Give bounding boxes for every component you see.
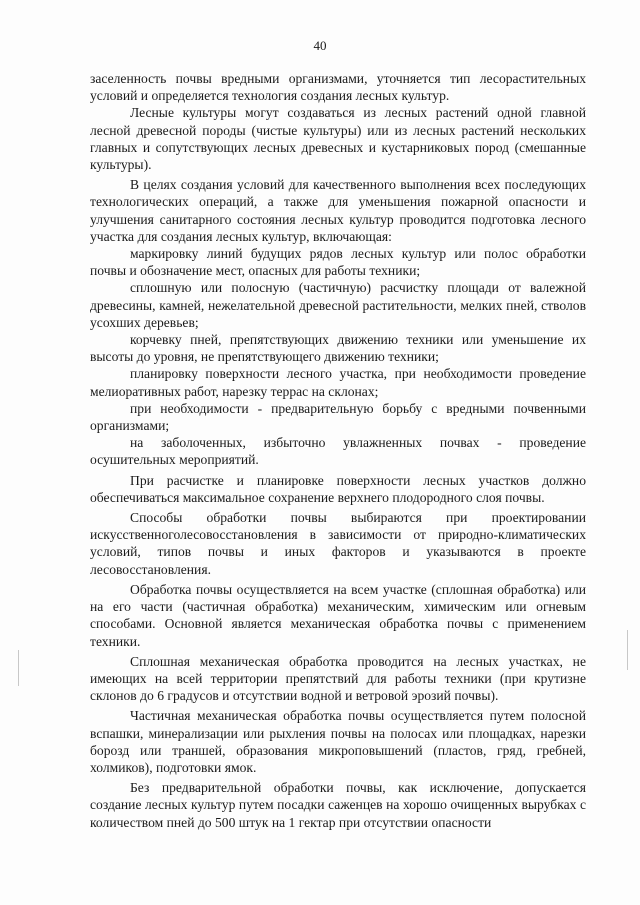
document-body (90, 70, 586, 831)
paragraph: Способы обработки почвы выбираются при проектировании искусственноголесовосстановления в зависимости от природно-климатических условий, типов почвы и иных факторов и указываются в проекте лесовосстановления. (90, 510, 586, 577)
paragraph: Без предварительной обработки почвы, как исключение, допускается создание лесных культур путем посадки саженцев на хорошо очищенных вырубках с количеством пней до 500 штук на 1 гектар при отсутствии опасности (90, 780, 586, 830)
right-margin-mark (627, 630, 628, 670)
left-margin-mark (18, 650, 19, 686)
list-item: сплошную или полосную (частичную) расчистку площади от валежной древесины, камней, нежелательной древесной растительности, мелких пней, стволов усохших деревьев; (90, 280, 586, 330)
list-item: планировку поверхности лесного участка, при необходимости проведение мелиоративных работ, нарезку террас на склонах; (90, 366, 586, 399)
list-item: при необходимости - предварительную борьбу с вредными почвенными организмами; (90, 400, 586, 434)
list-item: корчевку пней, препятствующих движению техники или уменьшение их высоты до уровня, не препятствующего движению техники; (90, 332, 586, 365)
paragraph: Сплошная механическая обработка проводится на лесных участках, не имеющих на всей территории препятствий для работы техники (при крутизне склонов до 6 градусов и отсутствии водной и ветровой эрозий почвы). (90, 653, 586, 704)
list-item: на заболоченных, избыточно увлажненных почвах - проведение осушительных мероприятий. (90, 435, 586, 468)
paragraph: Обработка почвы осуществляется на всем участке (сплошная обработка) или на его части (частичная обработка) механическим, химическим или огневым способами. Основной является механическая обработка почвы с применением техники. (90, 581, 586, 649)
list-item: маркировку линий будущих рядов лесных культур или полос обработки почвы и обозначение мест, опасных для работы техники; (90, 246, 586, 279)
paragraph: заселенность почвы вредными организмами, уточняется тип лесорастительных условий и определяется технология создания лесных культур. (90, 71, 586, 104)
paragraph: В целях создания условий для качественного выполнения всех последующих технологических операций, а также для уменьшения пожарной опасности и улучшения санитарного состояния лесных культур проводится подготовка лесного участка для создания лесных культур, включающая: (90, 177, 586, 244)
paragraph: Частичная механическая обработка почвы осуществляется путем полосной вспашки, минерализации или рыхления почвы на полосах или площадках, нарезки борозд или траншей, образования микроповышений (пластов, гряд, гребней, холмиков), подготовки ямок. (90, 708, 586, 775)
paragraph: При расчистке и планировке поверхности лесных участков должно обеспечиваться максимальное сохранение верхнего плодородного слоя почвы. (90, 472, 586, 505)
page-number: 40 (313, 38, 327, 53)
paragraph: Лесные культуры могут создаваться из лесных растений одной главной лесной древесной породы (чистые культуры) или из лесных растений нескольких главных и сопутствующих лесных древесных и кустарниковых пород (смешанные культуры). (90, 105, 586, 173)
